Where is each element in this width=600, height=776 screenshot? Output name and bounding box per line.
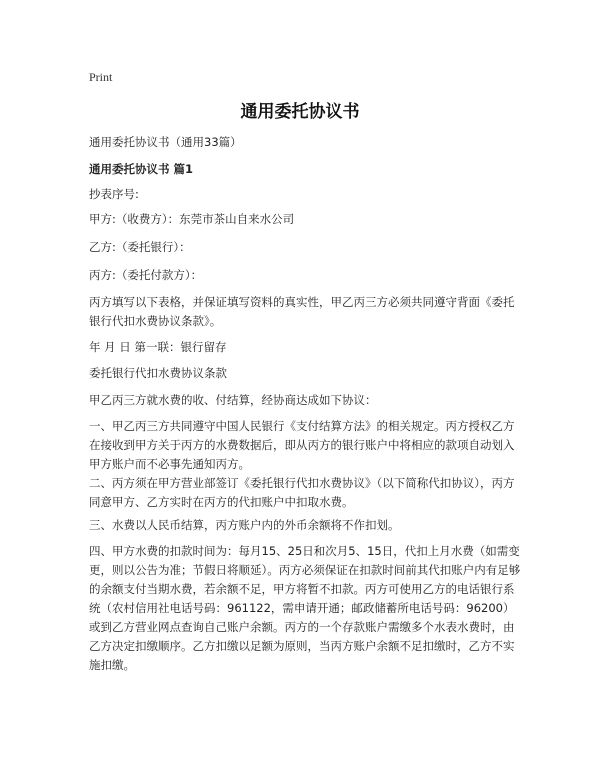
terms-heading: 委托银行代扣水费协议条款 xyxy=(89,366,227,380)
party-c-line: 丙方:（委托付款方）： xyxy=(89,268,203,282)
document-subtitle: 通用委托协议书（通用33篇） xyxy=(89,135,242,149)
clause-2: 二、丙方须在甲方营业部签订《委托银行代扣水费协议》（以下简称代扣协议），丙方同意甲方、乙方实时在丙方的代扣账户中扣取水费。 xyxy=(89,476,515,509)
print-link[interactable]: Print xyxy=(89,70,113,84)
party-a-line: 甲方:（收费方）：东莞市茶山自来水公司 xyxy=(89,212,295,226)
meter-number-line: 抄表序号: xyxy=(89,187,139,201)
clause-3: 三、水费以人民币结算，丙方账户内的外币余额将不作扣划。 xyxy=(89,518,400,532)
clause-4: 四、甲方水费的扣款时间为：每月15、25日和次月5、15日，代扣上月水费（如需变更，则以公告为准；节假日将顺延）。丙方必须保证在扣款时间前其代扣账户内有足够的余额支付当期水费，若余额不足，甲方将暂不扣款。丙方可使用乙方的电话银行系统（农村信用社电话号码：961122，需申请开通；邮政储蓄所电话号码：96200）或到乙方营业网点查询自己账户余额。丙方的一个存款账户需缴多个水表水费时，由乙方决定扣缴顺序。乙方扣缴以足额为原则，当丙方账户余额不足扣缴时，乙方不实施扣缴。 xyxy=(89,544,521,672)
party-b-line: 乙方:（委托银行）： xyxy=(89,240,191,254)
clause-1: 一、甲乙丙三方共同遵守中国人民银行《支付结算方法》的相关规定。丙方授权乙方在接收到甲方关于丙方的水费数据后，即从丙方的银行账户中将相应的款项自动划入甲方账户而不必事先通知丙方。 xyxy=(89,419,515,471)
section-heading: 通用委托协议书 篇1 xyxy=(89,162,194,176)
date-line: 年 月 日 第一联：银行留存 xyxy=(89,340,227,354)
document-title: 通用委托协议书 xyxy=(240,102,360,122)
instruction-paragraph: 丙方填写以下表格，并保证填写资料的真实性，甲乙丙三方必须共同遵守背面《委托银行代扣水费协议条款》。 xyxy=(89,295,515,328)
agreement-intro: 甲乙丙三方就水费的收、付结算，经协商达成如下协议： xyxy=(89,393,377,407)
